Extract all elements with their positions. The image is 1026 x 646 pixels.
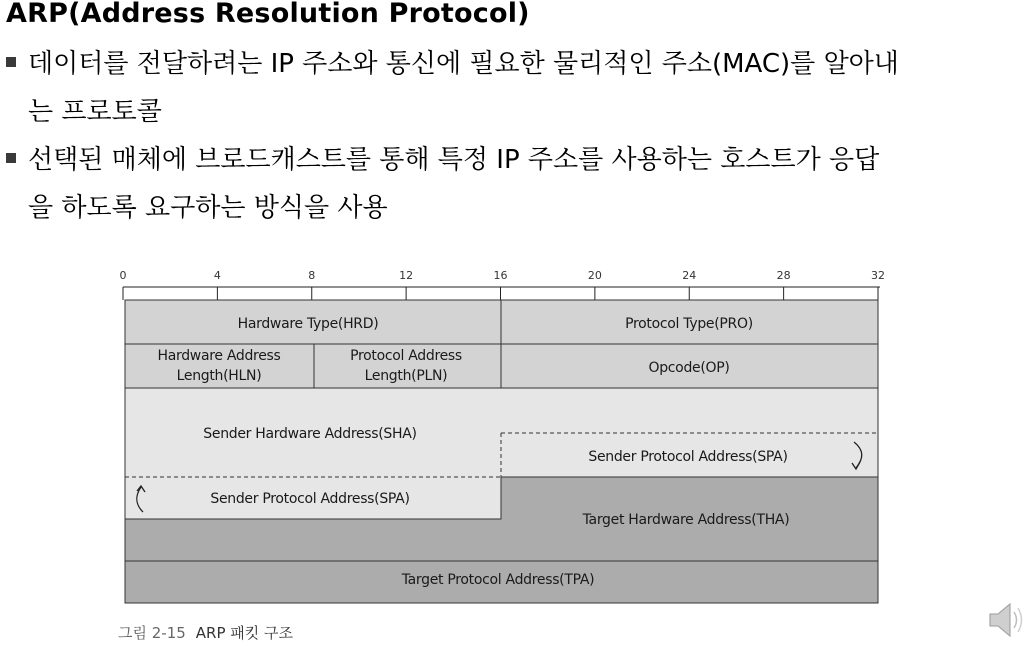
ruler-ticks: [120, 269, 886, 300]
ruler-tick-label: 8: [308, 269, 316, 282]
label-sha: Sender Hardware Address(SHA): [203, 426, 417, 442]
label-hln-line2: Length(HLN): [176, 368, 262, 384]
ruler-tick-label: 16: [493, 269, 508, 282]
bullet-text-line1: 선택된 매체에 브로드캐스트를 통해 특정 IP 주소를 사용하는 호스트가 응답: [28, 145, 880, 175]
label-tpa: Target Protocol Address(TPA): [401, 572, 595, 588]
label-spa-left: Sender Protocol Address(SPA): [210, 491, 410, 507]
label-hln-line1: Hardware Address: [157, 348, 281, 364]
figure-caption: [118, 622, 293, 643]
ruler-tick-label: 24: [682, 269, 697, 282]
speaker-icon[interactable]: [988, 598, 1026, 642]
bullet-text-line1: 데이터를 전달하려는 IP 주소와 통신에 필요한 물리적인 주소(MAC)를 알아내: [28, 49, 899, 79]
ruler-tick-label: 0: [119, 269, 127, 282]
page-title: ARP(Address Resolution Protocol): [6, 0, 530, 29]
figure-caption-text: ARP 패킷 구조: [195, 624, 294, 642]
label-pro: Protocol Type(PRO): [625, 316, 753, 332]
label-hrd: Hardware Type(HRD): [237, 316, 379, 332]
bullet-text-line2: 을 하도록 요구하는 방식을 사용: [28, 193, 388, 223]
ruler-tick-label: 4: [213, 269, 221, 282]
ruler-tick-label: 20: [587, 269, 602, 282]
label-spa-right: Sender Protocol Address(SPA): [588, 449, 788, 465]
label-pln-line2: Length(PLN): [364, 368, 448, 384]
label-tha: Target Hardware Address(THA): [582, 512, 790, 528]
bullet-text-line2: 는 프로토콜: [28, 97, 162, 127]
label-op: Opcode(OP): [648, 360, 730, 376]
ruler-tick-label: 12: [399, 269, 414, 282]
ruler-tick-label: 28: [776, 269, 791, 282]
figure-number: 그림 2-15: [118, 624, 186, 642]
ruler-tick-label: 32: [871, 269, 885, 282]
label-pln-line1: Protocol Address: [350, 348, 462, 364]
